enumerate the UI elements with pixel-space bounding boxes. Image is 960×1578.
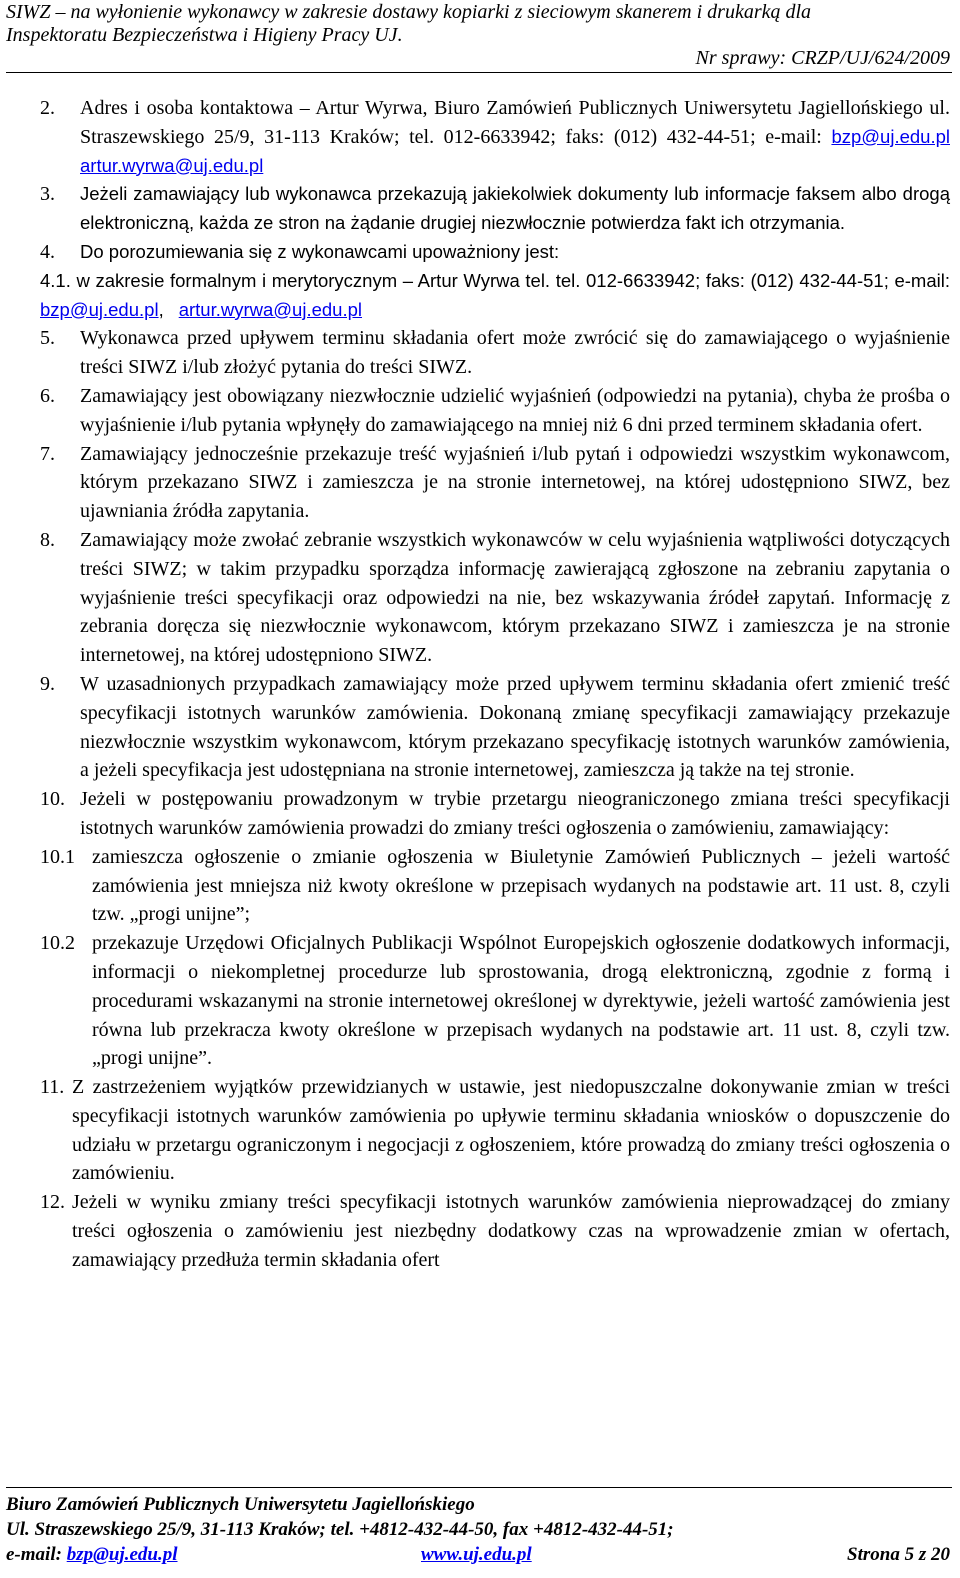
list-item-3 [40,180,950,238]
item-text: Jeżeli zamawiający lub wykonawca przekazują jakiekolwiek dokumenty lub informacje faksem albo drogą elektroniczną, każda ze stron na żądanie drugiej niezwłocznie potwierdza fakt ich otrzymania. [80,183,950,234]
email-link-artur[interactable]: artur.wyrwa@uj.edu.pl [178,298,363,320]
item-number: 6. [40,384,55,407]
item-text: Zamawiający jest obowiązany niezwłocznie udzielić wyjaśnień (odpowiedzi na pytania), chyba że prośba o wyjaśnienie i/lub pytania wpłynęły do zamawiającego na mniej niż 6 dni przed terminem składania ofert. [80,384,950,436]
document-body [40,94,950,1275]
item-number: 4. [40,240,55,263]
item-number: 8. [40,528,55,551]
email-link-artur[interactable]: artur.wyrwa@uj.edu.pl [80,154,264,176]
header-title-line1: SIWZ – na wyłonienie wykonawcy w zakresie dostawy kopiarki z sieciowym skanerem i drukarką dla [6,1,812,23]
item-text: Zamawiający jednocześnie przekazuje treść wyjaśnień i/lub pytań i odpowiedzi wszystkim wykonawcom, którym przekazano SIWZ i zamieszcza je na stronie internetowej, na której udostępniono SIWZ, bez ujawniania źródła zapytania. [80,442,950,523]
item-text: Zamawiający może zwołać zebranie wszystkich wykonawców w celu wyjaśnienia wątpliwości dotyczących treści SIWZ; w takim przypadku sporządza informację zawierającą zgłoszone na zebraniu zapytania o wyjaśnienie treści specyfikacji oraz odpowiedzi na nie, bez wskazywania źródeł zapytań. Informację z zebrania doręcza się niezwłocznie wykonawcom, którym przekazano SIWZ i zamieszcza je na stronie internetowej, na której udostępniono SIWZ. [80,528,950,667]
item-number: 11. [40,1076,65,1099]
item-text: zamieszcza ogłoszenie o zmianie ogłoszenia w Biuletynie Zamówień Publicznych – jeżeli wartość zamówienia jest mniejsza niż kwoty określone w przepisach wydanych na podstawie art. 11 ust. 8, czyli tzw. „progi unijne”; [92,845,950,926]
list-item-8 [40,526,950,670]
email-link-bzp[interactable]: bzp@uj.edu.pl [831,125,950,147]
list-item-4-1 [40,267,950,325]
list-item-12 [40,1188,950,1274]
item-number: 9. [40,672,55,695]
header-title-line2: Inspektoratu Bezpieczeństwa i Higieny Pracy UJ. [6,24,403,46]
footer-divider [6,1487,952,1488]
case-number: Nr sprawy: CRZP/UJ/624/2009 [695,47,950,69]
footer-contact-row [6,1543,950,1567]
list-item-5 [40,324,950,382]
header-divider [6,72,952,73]
item-number: 7. [40,442,55,465]
list-item-9 [40,670,950,785]
item-text: W uzasadnionych przypadkach zamawiający może przed upływem terminu składania ofert zmienić treść specyfikacji istotnych warunków zamówienia. Dokonaną zmianę specyfikacji zamawiający przekazuje niezwłocznie wszystkim wykonawcom, którym przekazano specyfikację istotnych warunków zamówienia, a jeżeli specyfikacja jest udostępniana na stronie internetowej, zamieszcza ją także na tej stronie. [80,672,950,782]
email-link-bzp[interactable]: bzp@uj.edu.pl [40,298,159,320]
item-text: Z zastrzeżeniem wyjątków przewidzianych w ustawie, jest niedopuszczalne dokonywanie zmian w treści specyfikacji istotnych warunków zamówienia po upływie terminu składania wniosków o dopuszczenie do udziału w przetargu ograniczonym i negocjacji z ogłoszeniem, które prowadzą do zmiany treści ogłoszenia o zamówieniu. [72,1076,950,1185]
item-text: Adres i osoba kontaktowa – Artur Wyrwa, Biuro Zamówień Publicznych Uniwersytetu Jagiellońskiego ul. Straszewskiego 25/9, 31-113 Kraków; tel. 012-6633942; faks: (012) 432-44-51; e-mail: [80,97,950,148]
item-number: 10. [40,788,65,811]
footer-org: Biuro Zamówień Publicznych Uniwersytetu Jagiellońskiego [6,1494,475,1515]
footer-address: Ul. Straszewskiego 25/9, 31-113 Kraków; tel. +4812-432-44-50, fax +4812-432-44-51; [6,1519,674,1540]
list-item-10-1 [40,843,950,929]
item-text: 4.1. w zakresie formalnym i merytorycznym – Artur Wyrwa tel. tel. 012-6633942; faks: (012) 432-44-51; e-mail: [40,269,950,291]
item-number: 12. [40,1191,65,1214]
item-text: Jeżeli w wyniku zmiany treści specyfikacji istotnych warunków zamówienia nieprowadzącej do zmiany treści ogłoszenia o zamówieniu jest niezbędny dodatkowy czas na wprowadzenie zmian w ofertach, zamawiający przedłuża termin składania ofert [72,1191,950,1271]
item-number: 10.2 [40,932,75,955]
list-item-2 [40,94,950,180]
footer-email-label: e-mail: [6,1544,62,1565]
item-text: Wykonawca przed upływem terminu składania ofert może zwrócić się do zamawiającego o wyjaśnienie treści SIWZ i/lub złożyć pytania do treści SIWZ. [80,327,950,379]
list-item-6 [40,382,950,440]
page-number: Strona 5 z 20 [847,1544,950,1565]
list-item-11 [40,1073,950,1188]
list-item-4 [40,238,950,267]
list-item-10-2 [40,929,950,1073]
item-number: 2. [40,97,55,119]
item-text: przekazuje Urzędowi Oficjalnych Publikacji Wspólnot Europejskich ogłoszenie dodatkowych informacji, informacji o niekompletnej procedurze lub sprostowania, drogą elektroniczną, zgodnie z formą i procedurami wskazanymi na stronie internetowej określonej w dyrektywie, jeżeli wartość zamówienia jest równa lub przekracza kwoty określone w przepisach wydanych na podstawie art. 11 ust. 8, czyli tzw. „progi unijne”. [92,932,950,1070]
separator: , [158,298,164,320]
item-number: 5. [40,327,55,350]
item-text: Do porozumiewania się z wykonawcami upoważniony jest: [80,240,560,262]
item-number: 3. [40,183,55,206]
footer-website-link[interactable]: www.uj.edu.pl [421,1544,532,1565]
list-item-7 [40,440,950,526]
item-number: 10.1 [40,845,75,868]
list-item-10 [40,785,950,843]
footer-email-link[interactable]: bzp@uj.edu.pl [66,1544,178,1565]
item-text: Jeżeli w postępowaniu prowadzonym w trybie przetargu nieograniczonego zmiana treści specyfikacji istotnych warunków zamówienia prowadzi do zmiany treści ogłoszenia o zamówieniu, zamawiający: [80,788,950,839]
